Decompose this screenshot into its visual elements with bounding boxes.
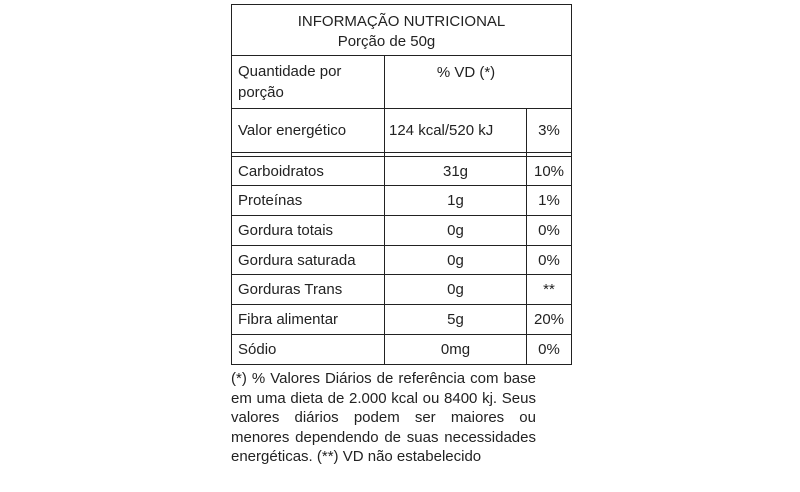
nutrient-amount: 1g (385, 186, 527, 216)
nutrient-vd: 0% (527, 216, 572, 246)
nutrient-name: Proteínas (232, 186, 385, 216)
table-row (232, 275, 572, 305)
nutrient-vd: 3% (527, 109, 572, 153)
nutrition-table (231, 55, 572, 365)
nutrient-vd: 20% (527, 305, 572, 335)
nutrient-vd: 0% (527, 335, 572, 365)
nutrient-vd: 0% (527, 246, 572, 275)
nutrient-amount: 5g (385, 305, 527, 335)
table-header-row (232, 56, 572, 109)
quantity-header: Quantidade por porção (232, 56, 385, 109)
nutrient-amount: 0mg (385, 335, 527, 365)
label-header (231, 4, 572, 56)
vd-header: % VD (*) (385, 56, 572, 109)
nutrient-name: Gordura saturada (232, 246, 385, 275)
nutrient-amount: 124 kcal/520 kJ (385, 109, 527, 153)
nutrient-vd: 1% (527, 186, 572, 216)
nutrient-vd: 10% (527, 157, 572, 186)
table-row (232, 157, 572, 186)
nutrient-name: Carboidratos (232, 157, 385, 186)
nutrient-name: Gorduras Trans (232, 275, 385, 305)
table-row (232, 186, 572, 216)
table-row (232, 246, 572, 275)
nutrient-name: Fibra alimentar (232, 305, 385, 335)
nutrient-name: Gordura totais (232, 216, 385, 246)
nutrient-amount: 0g (385, 216, 527, 246)
nutrient-name: Sódio (232, 335, 385, 365)
serving-size: Porção de 50g (337, 33, 436, 50)
table-row (232, 109, 572, 153)
nutrient-name: Valor energético (232, 109, 385, 153)
nutrient-amount: 0g (385, 246, 527, 275)
nutrient-amount: 31g (385, 157, 527, 186)
table-row (232, 305, 572, 335)
table-row (232, 216, 572, 246)
table-row (232, 335, 572, 365)
nutrient-vd: ** (527, 275, 572, 305)
footnote: (*) % Valores Diários de referência com base em uma dieta de 2.000 kcal ou 8400 kj. Seus valores diários podem ser maiores ou menores dependendo de suas necessidades energéticas. (**) VD não estabelecido (231, 370, 536, 466)
nutrient-amount: 0g (385, 275, 527, 305)
nutrition-label (231, 4, 572, 467)
label-title: INFORMAÇÃO NUTRICIONAL (297, 13, 506, 30)
